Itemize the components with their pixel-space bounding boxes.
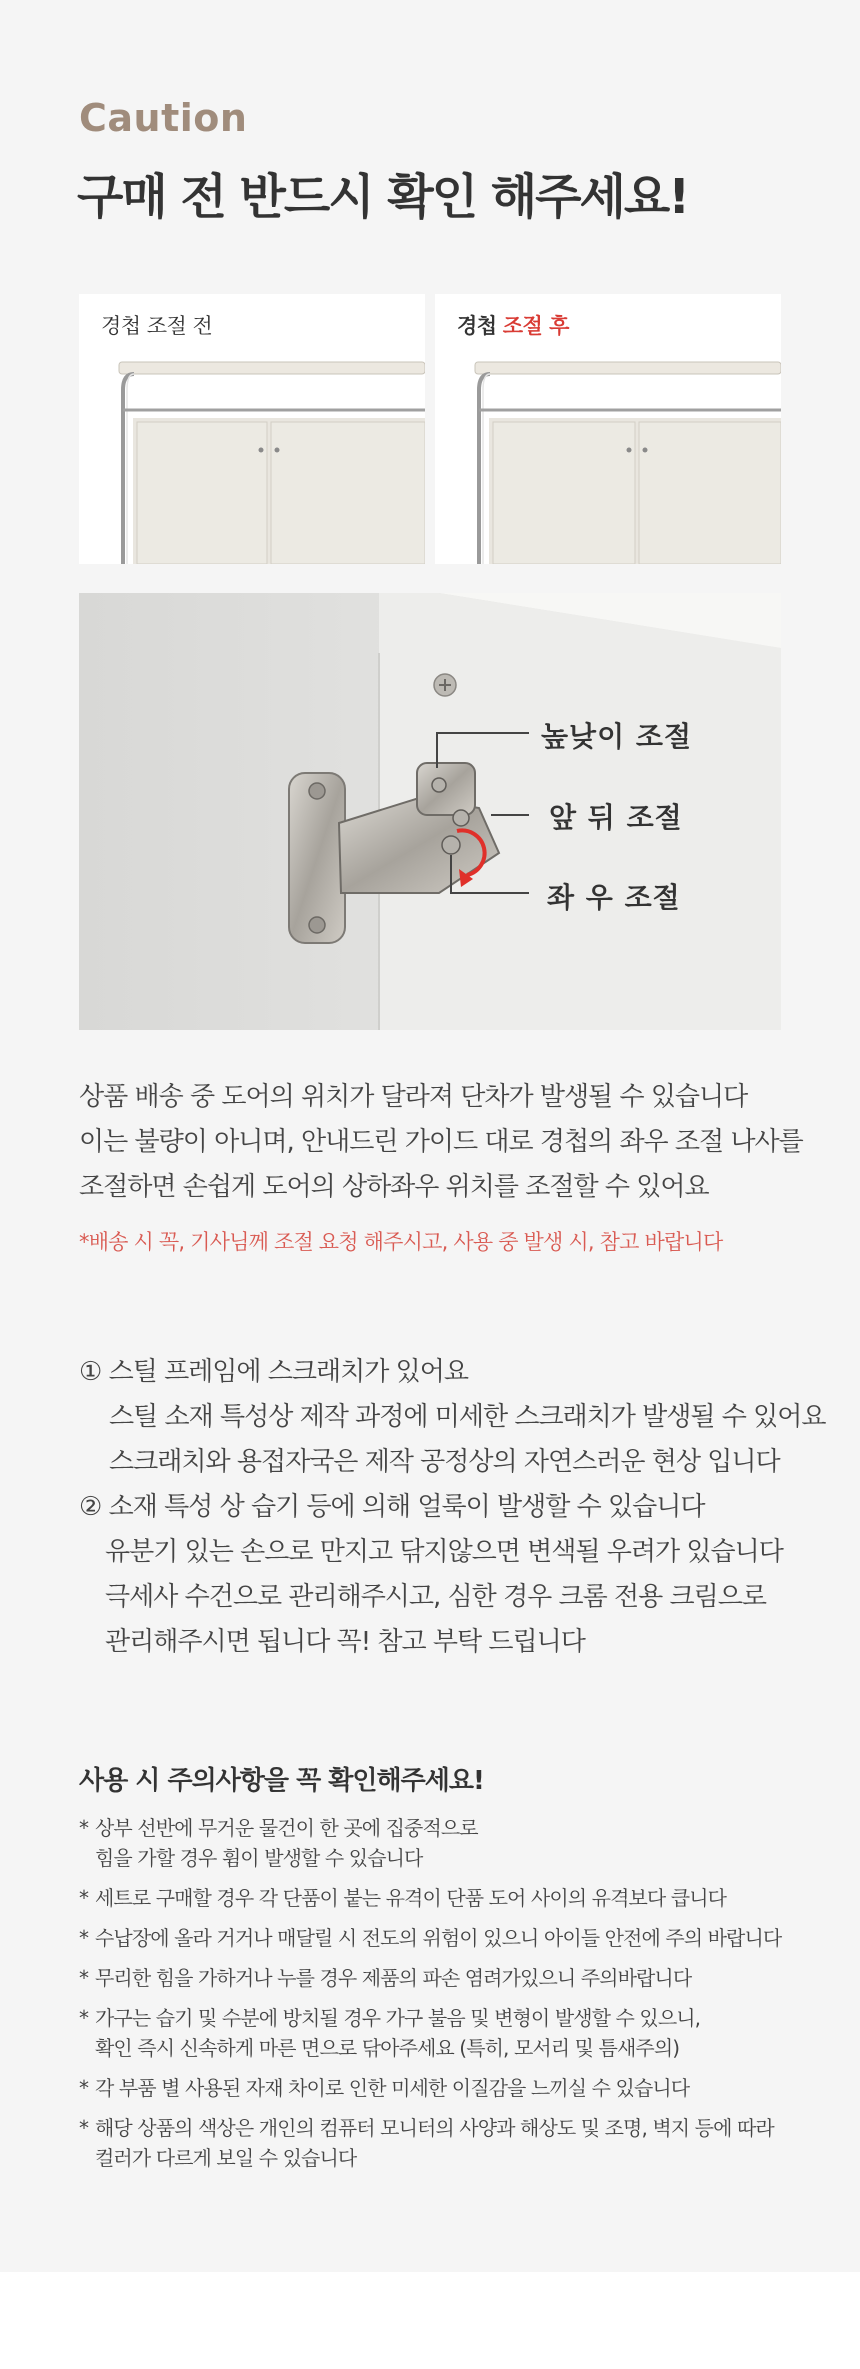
height-adjust-label: 높낮이 조절 [541,720,692,753]
precaution-item [79,1923,781,1953]
material-points [79,1350,826,1665]
point-detail: 유분기 있는 손으로 만지고 닦지않으면 변색될 우려가 있습니다 [105,1537,783,1567]
precautions-list [79,1813,781,2183]
before-adjust-photo [79,294,425,564]
bullet-star: * [79,1966,89,1990]
after-label-part2: 조절 후 [502,314,569,338]
bullet-star: * [79,1816,89,1840]
point-detail: 극세사 수건으로 관리해주시고, 심한 경우 크롬 전용 크림으로 [105,1582,767,1612]
intro-paragraph [79,1075,803,1210]
intro-line: 조절하면 손쉽게 도어의 상하좌우 위치를 조절할 수 있어요 [79,1172,709,1202]
precaution-item [79,1963,781,1993]
depth-adjust-label: 앞 뒤 조절 [549,801,683,834]
precaution-item [79,1883,781,1913]
footer-band [0,2272,860,2369]
precaution-text: 각 부품 별 사용된 자재 차이로 인한 미세한 이질감을 느끼실 수 있습니다 [95,2076,690,2100]
hinge-adjust-photo [79,593,781,1030]
intro-line: 이는 불량이 아니며, 안내드린 가이드 대로 경첩의 좌우 조절 나사를 [79,1127,803,1157]
precaution-item [79,1813,781,1873]
precaution-text: 무리한 힘을 가하거나 누를 경우 제품의 파손 염려가있으니 주의바랍니다 [95,1966,692,1990]
precaution-item [79,2073,781,2103]
bullet-star: * [79,2116,89,2140]
bullet-star: * [79,1926,89,1950]
after-adjust-photo [435,294,781,564]
precaution-item [79,2003,781,2063]
bullet-star: * [79,2076,89,2100]
precaution-text: 해당 상품의 색상은 개인의 컴퓨터 모니터의 사양과 해상도 및 조명, 벽지 등에 따라 컬러가 다르게 보일 수 있습니다 [95,2116,774,2170]
point-heading-2: ② 소재 특성 상 습기 등에 의해 얼룩이 발생할 수 있습니다 [79,1492,705,1522]
page-title: 구매 전 반드시 확인 해주세요! [77,169,689,225]
delivery-note: *배송 시 꼭, 기사님께 조절 요청 해주시고, 사용 중 발생 시, 참고 바랍니다 [79,1230,723,1254]
after-label-part1: 경첩 [457,314,497,338]
precaution-text: 가구는 습기 및 수분에 방치될 경우 가구 불음 및 변형이 발생할 수 있으니, 확인 즉시 신속하게 마른 면으로 닦아주세요 (특히, 모서리 및 틈새주의) [95,2006,701,2060]
point-detail: 스틸 소재 특성상 제작 과정에 미세한 스크래치가 발생될 수 있어요 [109,1402,826,1432]
precaution-text: 세트로 구매할 경우 각 단품이 붙는 유격이 단품 도어 사이의 유격보다 큽니다 [95,1886,727,1910]
after-adjust-label [457,310,569,340]
intro-line: 상품 배송 중 도어의 위치가 달라져 단차가 발생될 수 있습니다 [79,1082,748,1112]
before-adjust-label: 경첩 조절 전 [101,314,213,338]
precaution-text: 상부 선반에 무거운 물건이 한 곳에 집중적으로 힘을 가할 경우 휨이 발생할 수 있습니다 [95,1816,478,1870]
precautions-title: 사용 시 주의사항을 꼭 확인해주세요! [79,1766,484,1796]
point-detail: 스크래치와 용접자국은 제작 공정상의 자연스러운 현상 입니다 [109,1447,780,1477]
caution-eyebrow: Caution [79,96,248,140]
bullet-star: * [79,2006,89,2030]
side-adjust-label: 좌 우 조절 [547,881,681,914]
bullet-star: * [79,1886,89,1910]
precaution-text: 수납장에 올라 거거나 매달릴 시 전도의 위험이 있으니 아이들 안전에 주의 바랍니다 [95,1926,782,1950]
point-detail: 관리해주시면 됩니다 꼭! 참고 부탁 드립니다 [105,1627,585,1657]
precaution-item [79,2113,781,2173]
point-heading-1: ① 스틸 프레임에 스크래치가 있어요 [79,1357,468,1387]
